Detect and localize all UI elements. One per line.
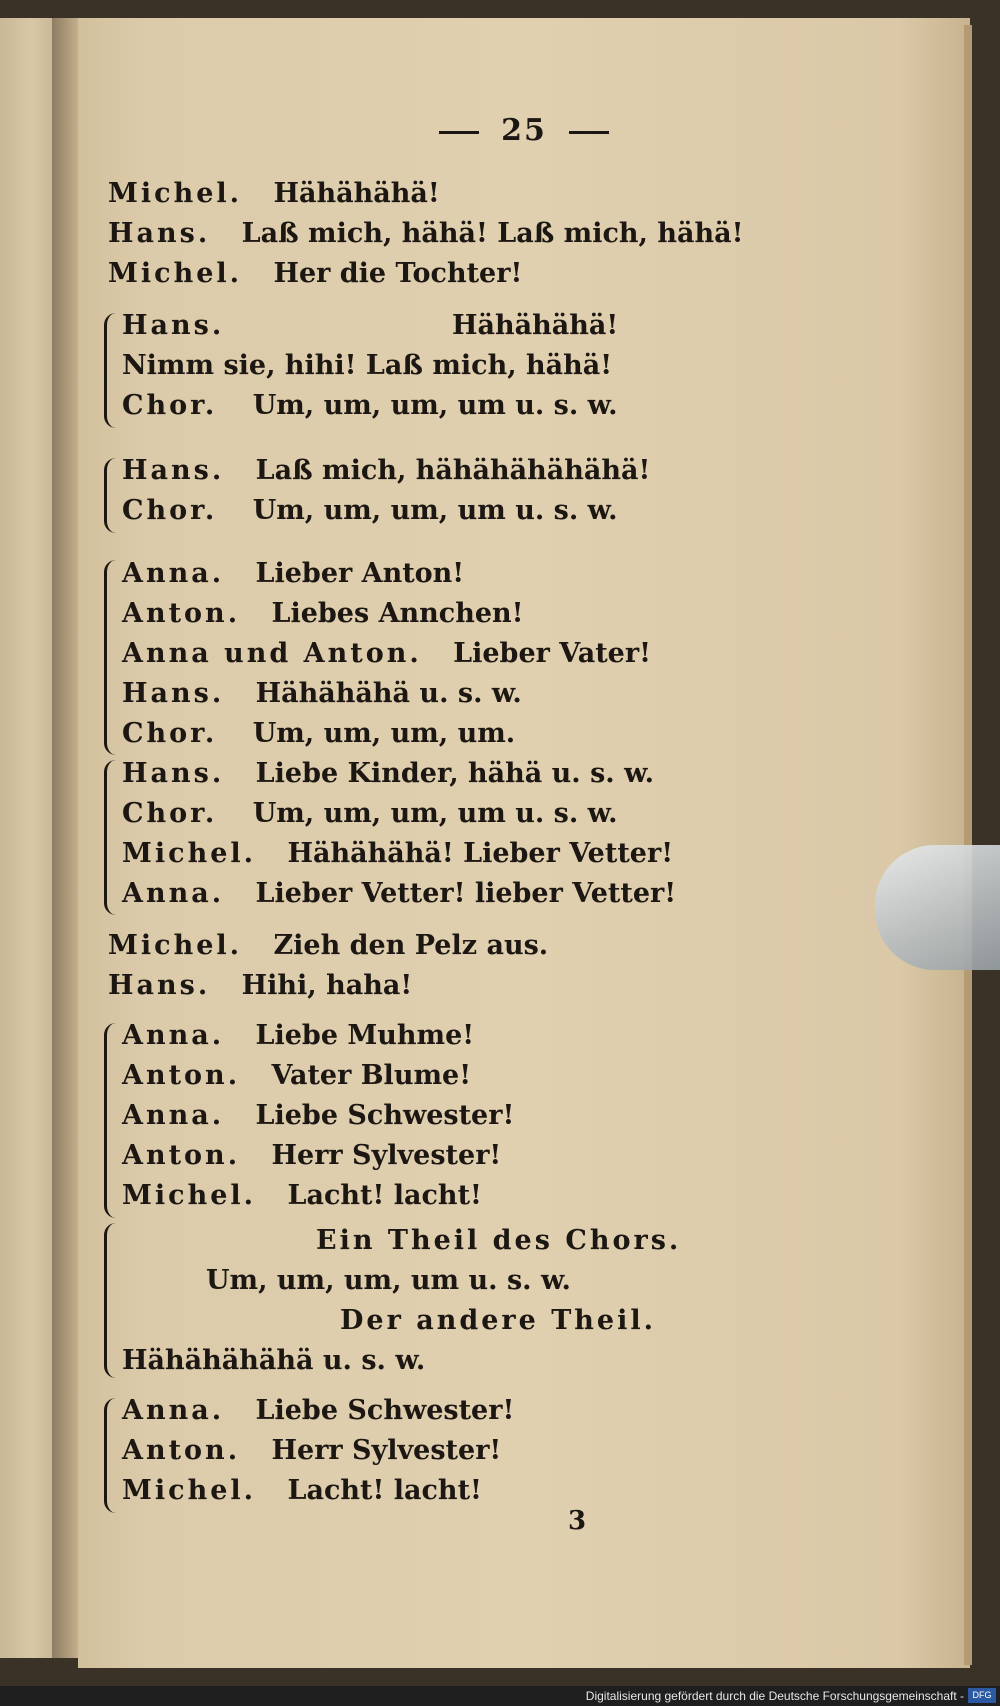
line-text: Um, um, um, um. <box>252 718 516 749</box>
line-text: Um, um, um, um u. s. w. <box>252 798 618 829</box>
dialogue-line <box>122 310 619 341</box>
speaker-name: Ein Theil des Chors. <box>316 1225 682 1256</box>
speaker-name: Hans. <box>108 218 211 249</box>
dialogue-line <box>122 1020 474 1051</box>
line-text: Hähähähä! Lieber Vetter! <box>287 838 674 869</box>
stage-direction <box>340 1305 656 1336</box>
line-text: Herr Sylvester! <box>271 1140 502 1171</box>
dialogue-line <box>122 718 515 749</box>
line-text: Um, um, um, um u. s. w. <box>252 495 618 526</box>
brace <box>104 760 121 915</box>
speaker-name: Chor. <box>122 390 218 421</box>
page-number: 25 <box>501 113 547 148</box>
brace <box>104 458 121 533</box>
speaker-name: Anton. <box>122 1140 241 1171</box>
page-header <box>78 113 970 148</box>
speaker-name: Hans. <box>122 758 225 789</box>
dialogue-line <box>108 930 548 961</box>
page-clip <box>875 845 1000 970</box>
speaker-name: Anna. <box>122 558 225 589</box>
dialogue-line <box>122 838 673 869</box>
dialogue-line <box>122 798 618 829</box>
speaker-name: Anton. <box>122 598 241 629</box>
dialogue-line <box>122 1140 501 1171</box>
brace <box>104 1223 121 1378</box>
line-text: Hähähähä! <box>452 310 619 341</box>
speaker-name: Hans. <box>122 678 225 709</box>
brace <box>104 560 121 755</box>
line-text: Her die Tochter! <box>273 258 523 289</box>
speaker-name: Michel. <box>122 1475 257 1506</box>
dialogue-line <box>122 558 464 589</box>
footer-credit: Digitalisierung gefördert durch die Deutsche Forschungsgemeinschaft - <box>585 1689 964 1703</box>
speaker-name: Michel. <box>122 1180 257 1211</box>
line-text: Liebe Schwester! <box>255 1100 515 1131</box>
speaker-name: Hans. <box>122 455 225 486</box>
header-dash-right <box>569 131 609 134</box>
line-text: Lacht! lacht! <box>287 1475 482 1506</box>
speaker-name: Anna. <box>122 1395 225 1426</box>
dialogue-line <box>122 678 522 709</box>
dialogue-line <box>122 1180 482 1211</box>
speaker-name: Michel. <box>108 258 243 289</box>
line-text: Liebe Schwester! <box>255 1395 515 1426</box>
digitization-footer <box>0 1686 1000 1706</box>
speaker-name: Anna. <box>122 1020 225 1051</box>
dialogue-line <box>122 598 524 629</box>
line-text: Hihi, haha! <box>241 970 413 1001</box>
dfg-logo: DFG <box>968 1688 996 1703</box>
line-text: Um, um, um, um u. s. w. <box>252 390 618 421</box>
line-text: Lieber Anton! <box>255 558 465 589</box>
dialogue-line <box>122 1100 514 1131</box>
speaker-name: Michel. <box>108 178 243 209</box>
signature-mark: 3 <box>568 1506 587 1536</box>
dialogue-line <box>122 878 676 909</box>
line-text: Zieh den Pelz aus. <box>273 930 549 961</box>
dialogue-line <box>206 1265 571 1296</box>
speaker-name: Anna und Anton. <box>122 638 422 669</box>
dialogue-line <box>122 350 612 381</box>
dialogue-line <box>122 758 654 789</box>
speaker-name: Hans. <box>108 970 211 1001</box>
dialogue-line <box>122 1060 471 1091</box>
speaker-name: Chor. <box>122 718 218 749</box>
speaker-name: Hans. <box>122 310 225 341</box>
line-text: Lieber Vater! <box>453 638 651 669</box>
speaker-name: Chor. <box>122 495 218 526</box>
line-text: Liebe Muhme! <box>255 1020 475 1051</box>
line-text: Liebes Annchen! <box>271 598 524 629</box>
header-dash-left <box>439 131 479 134</box>
line-text: Hähähähähä u. s. w. <box>122 1345 426 1376</box>
speaker-name: Anton. <box>122 1435 241 1466</box>
dialogue-line <box>122 455 650 486</box>
dialogue-line <box>108 258 522 289</box>
dialogue-line <box>122 390 618 421</box>
line-text: Vater Blume! <box>271 1060 472 1091</box>
brace <box>104 1398 121 1513</box>
speaker-name: Michel. <box>108 930 243 961</box>
line-text: Liebe Kinder, hähä u. s. w. <box>255 758 655 789</box>
speaker-name: Der andere Theil. <box>340 1305 657 1336</box>
line-text: Hähähähä u. s. w. <box>255 678 522 709</box>
speaker-name: Michel. <box>122 838 257 869</box>
brace <box>104 313 121 428</box>
stage-direction <box>316 1225 681 1256</box>
line-text: Lacht! lacht! <box>287 1180 482 1211</box>
brace <box>104 1023 121 1218</box>
dialogue-line <box>108 178 440 209</box>
page-gutter <box>52 18 78 1658</box>
speaker-name: Anton. <box>122 1060 241 1091</box>
speaker-name: Chor. <box>122 798 218 829</box>
dialogue-line <box>122 1435 501 1466</box>
dialogue-line <box>122 1475 482 1506</box>
speaker-name: Anna. <box>122 878 225 909</box>
line-text: Laß mich, hähä! Laß mich, hähä! <box>241 218 744 249</box>
line-text: Lieber Vetter! lieber Vetter! <box>255 878 677 909</box>
dialogue-line <box>122 1395 514 1426</box>
line-text: Herr Sylvester! <box>271 1435 502 1466</box>
dialogue-line <box>122 638 651 669</box>
book-page <box>78 18 970 1668</box>
line-text: Laß mich, hähähähähähä! <box>255 455 651 486</box>
line-text: Um, um, um, um u. s. w. <box>206 1265 571 1296</box>
dialogue-line <box>108 218 743 249</box>
dialogue-line <box>122 1345 425 1376</box>
dialogue-line <box>108 970 412 1001</box>
line-text: Nimm sie, hihi! Laß mich, hähä! <box>122 350 613 381</box>
speaker-name: Anna. <box>122 1100 225 1131</box>
dialogue-line <box>122 495 618 526</box>
line-text: Hähähähä! <box>273 178 440 209</box>
